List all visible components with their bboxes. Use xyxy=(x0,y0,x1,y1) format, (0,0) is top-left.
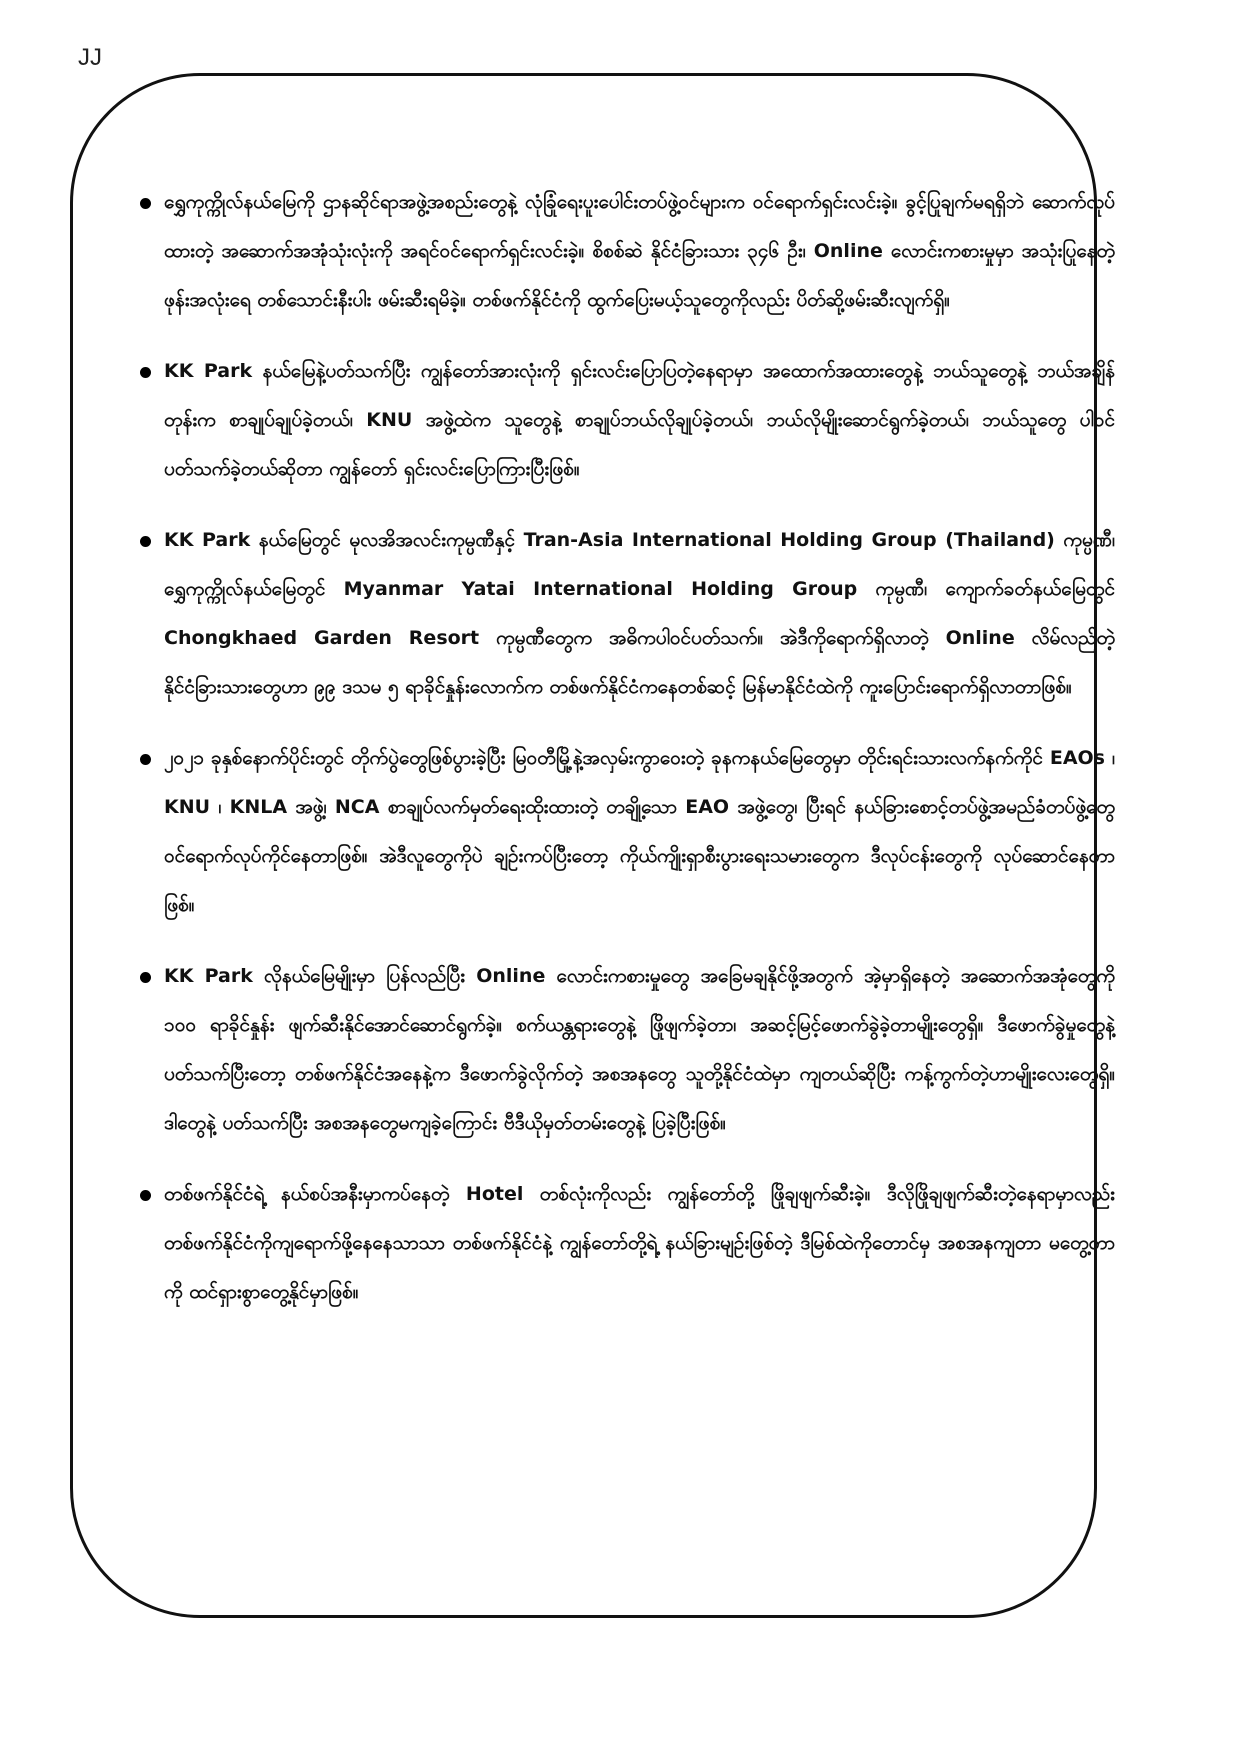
bullet-dot-icon xyxy=(140,198,151,209)
bullet-item-5 xyxy=(130,952,1115,1148)
bullet-item-4 xyxy=(130,734,1115,930)
bullet-dot-icon xyxy=(140,972,151,983)
bullet-list xyxy=(130,178,1115,1317)
bullet-item-1 xyxy=(130,178,1115,325)
bullet-dot-icon xyxy=(140,367,151,378)
bullet-text-1: ရွှေကုက္ကိုလ်နယ်မြေကို ဌာနဆိုင်ရာအဖွဲ့အစည်းတွေနဲ့ လုံခြုံရေးပူးပေါင်းတပ်ဖွဲ့ဝင်များက ဝင်ရောက်ရှင်းလင်းခဲ့။ ခွင့်ပြုချက်မရရှိဘဲ ဆောက်လုပ်ထားတဲ့ အဆောက်အအုံသုံးလုံးကို အရင်ဝင်ရောက်ရှင်းလင်းခဲ့။ စိစစ်ဆဲ နိုင်ငံခြားသား ၃၄၆ ဦး၊ Online လောင်းကစားမှုမှာ အသုံးပြုနေတဲ့ ဖုန်းအလုံးရေ တစ်သောင်းနီးပါး ဖမ်းဆီးရမိခဲ့။ တစ်ဖက်နိုင်ငံကို ထွက်ပြေးမယ့်သူတွေကိုလည်း ပိတ်ဆို့ဖမ်းဆီးလျက်ရှိ။ xyxy=(164,191,1115,311)
bullet-text-2: KK Park နယ်မြေနဲ့ပတ်သက်ပြီး ကျွန်တော်အားလုံးကို ရှင်းလင်းပြောပြတဲ့နေရာမှာ အထောက်အထားတွေနဲ့ ဘယ်သူတွေနဲ့ ဘယ်အချိန်တုန်းက စာချုပ်ချုပ်ခဲ့တယ်၊ KNU အဖွဲ့ထဲက သူတွေနဲ့ စာချုပ်ဘယ်လိုချုပ်ခဲ့တယ်၊ ဘယ်လိုမျိုးဆောင်ရွက်ခဲ့တယ်၊ ဘယ်သူတွေ ပါဝင်ပတ်သက်ခဲ့တယ်ဆိုတာ ကျွန်တော် ရှင်းလင်းပြောကြားပြီးဖြစ်။ xyxy=(164,360,1115,480)
bullet-text-3: KK Park နယ်မြေတွင် မုလအိအလင်းကုမ္ပဏီနှင့် Tran-Asia International Holding Group (Thailand) ကုမ္ပဏီ၊ ရွှေကုက္ကိုလ်နယ်မြေတွင် Myanmar Yatai International Holding Group ကုမ္ပဏီ၊ ကျောက်ခတ်နယ်မြေတွင် Chongkhaed Garden Resort ကုမ္ပဏီတွေက အဓိကပါဝင်ပတ်သက်။ အဲဒီကိုရောက်ရှိလာတဲ့ Online လိမ်လည်တဲ့ နိုင်ငံခြားသားတွေဟာ ၉၉ ဒသမ ၅ ရာခိုင်နှုန်းလောက်က တစ်ဖက်နိုင်ငံကနေတစ်ဆင့် မြန်မာနိုင်ငံထဲကို ကူးပြောင်းရောက်ရှိလာတာဖြစ်။ xyxy=(164,529,1115,698)
bullet-dot-icon xyxy=(140,1190,151,1201)
bullet-text-6: တစ်ဖက်နိုင်ငံရဲ့ နယ်စပ်အနီးမှာကပ်နေတဲ့ Hotel တစ်လုံးကိုလည်း ကျွန်တော်တို့ ဖြိုချဖျက်ဆီးခဲ့။ ဒီလိုဖြိုချဖျက်ဆီးတဲ့နေရာမှာလည်း တစ်ဖက်နိုင်ငံကိုကျရောက်ဖို့နေနေသာသာ တစ်ဖက်နိုင်ငံနဲ့ ကျွန်တော်တို့ရဲ့ နယ်ခြားမျဉ်းဖြစ်တဲ့ ဒီမြစ်ထဲကိုတောင်မှ အစအနကျတာ မတွေ့တာကို ထင်ရှားစွာတွေ့နိုင်မှာဖြစ်။ xyxy=(164,1183,1115,1303)
bullet-text-4: ၂၀၂၁ ခုနှစ်နောက်ပိုင်းတွင် တိုက်ပွဲတွေဖြစ်ပွားခဲ့ပြီး မြဝတီမြို့နဲ့အလှမ်းကွာဝေးတဲ့ ခုနကနယ်မြေတွေမှာ တိုင်းရင်းသားလက်နက်ကိုင် EAOs ၊ KNU ၊ KNLA အဖွဲ့၊ NCA စာချုပ်လက်မှတ်ရေးထိုးထားတဲ့ တချို့သော EAO အဖွဲ့တွေ၊ ပြီးရင် နယ်ခြားစောင့်တပ်ဖွဲ့အမည်ခံတပ်ဖွဲ့တွေ ဝင်ရောက်လုပ်ကိုင်နေတာဖြစ်။ အဲဒီလူတွေကိုပဲ ချဉ်းကပ်ပြီးတော့ ကိုယ်ကျိုးရှာစီးပွားရေးသမားတွေက ဒီလုပ်ငန်းတွေကို လုပ်ဆောင်နေတာဖြစ်။ xyxy=(164,747,1115,916)
content-area xyxy=(130,178,1115,1339)
bullet-item-3 xyxy=(130,516,1115,712)
bullet-dot-icon xyxy=(140,754,151,765)
bullet-text-5: KK Park လိုနယ်မြေမျိုးမှာ ပြန်လည်ပြီး Online လောင်းကစားမှုတွေ အခြေမချနိုင်ဖို့အတွက် အဲ့မှာရှိနေတဲ့ အဆောက်အအုံတွေကို ၁၀၀ ရာခိုင်နှုန်း ဖျက်ဆီးနိုင်အောင်ဆောင်ရွက်ခဲ့။ စက်ယန္တရားတွေနဲ့ ဖြိုဖျက်ခဲ့တာ၊ အဆင့်မြင့်ဖောက်ခွဲခဲ့တာမျိုးတွေရှိ။ ဒီဖောက်ခွဲမှုတွေနဲ့ ပတ်သက်ပြီးတော့ တစ်ဖက်နိုင်ငံအနေနဲ့က ဒီဖောက်ခွဲလိုက်တဲ့ အစအနတွေ သူတို့နိုင်ငံထဲမှာ ကျတယ်ဆိုပြီး ကန့်ကွက်တဲ့ဟာမျိုးလေးတွေရှိ။ ဒါတွေနဲ့ ပတ်သက်ပြီး အစအနတွေမကျခဲ့ကြောင်း ဗီဒီယိုမှတ်တမ်းတွေနဲ့ ပြခဲ့ပြီးဖြစ်။ xyxy=(164,965,1115,1134)
page-number: JJ xyxy=(78,44,102,71)
bullet-item-2 xyxy=(130,347,1115,494)
bullet-item-6 xyxy=(130,1170,1115,1317)
bullet-dot-icon xyxy=(140,536,151,547)
